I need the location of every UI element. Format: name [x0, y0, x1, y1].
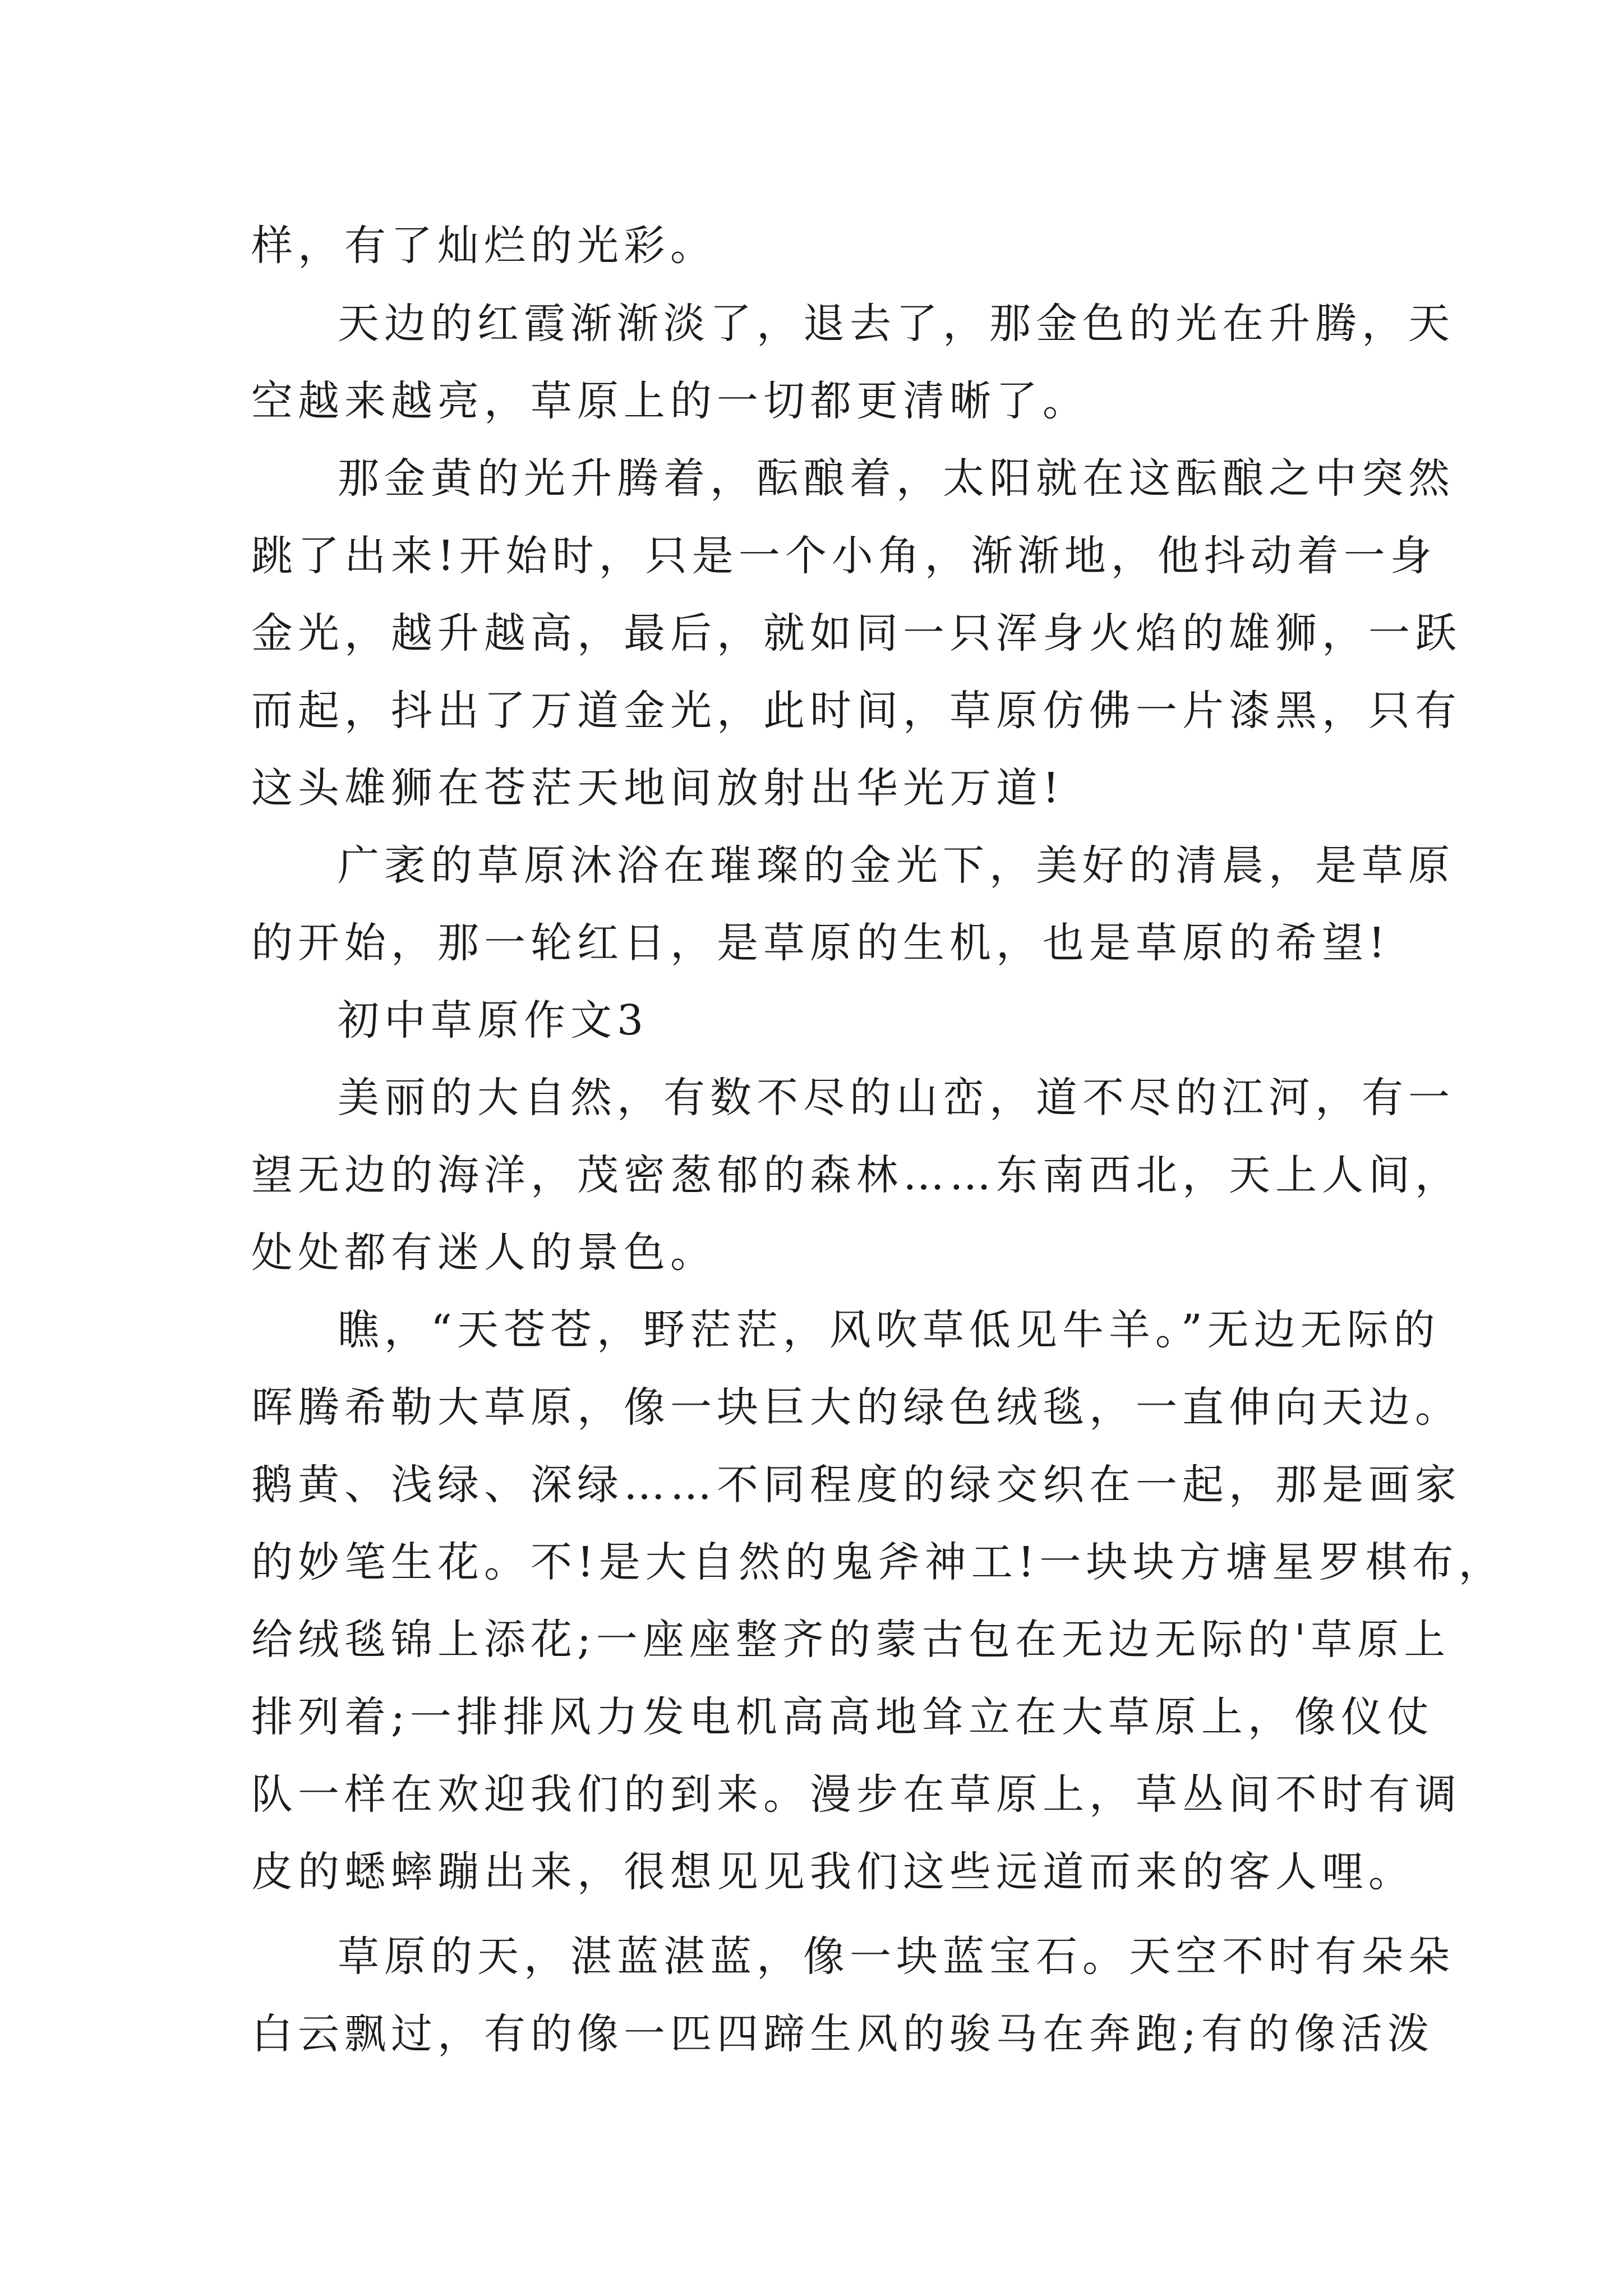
line-text: 处处都有迷人的景色。 [251, 1228, 717, 1277]
line-text: 广袤的草原沐浴在璀璨的金光下，美好的清晨，是草原 [338, 841, 1455, 890]
text-line [0, 212, 1623, 279]
line-text: 美丽的大自然，有数不尽的山峦，道不尽的江河，有一 [338, 1074, 1455, 1122]
text-line [0, 445, 1623, 512]
line-text: 鹅黄、浅绿、深绿……不同程度的绿交织在一起，那是画家 [251, 1461, 1461, 1509]
line-text: 初中草原作文3 [338, 996, 649, 1045]
text-line [0, 1606, 1623, 1673]
line-text: 而起，抖出了万道金光，此时间，草原仿佛一片漆黑，只有 [251, 687, 1461, 735]
line-text: 排列着;一排排风力发电机高高地耸立在大草原上，像仪仗 [251, 1693, 1434, 1741]
text-line [0, 1451, 1623, 1519]
text-line [0, 1761, 1623, 1828]
line-text: 那金黄的光升腾着，酝酿着，太阳就在这酝酿之中突然 [338, 454, 1455, 503]
text-line [0, 754, 1623, 822]
line-text: 金光，越升越高，最后，就如同一只浑身火焰的雄狮，一跃 [251, 609, 1461, 657]
text-line [0, 367, 1623, 435]
text-line [0, 909, 1623, 977]
line-text: 空越来越亮，草原上的一切都更清晰了。 [251, 377, 1089, 425]
line-text: 天边的红霞渐渐淡了，退去了，那金色的光在升腾，天 [338, 300, 1455, 348]
text-line [0, 1296, 1623, 1364]
text-line [0, 1683, 1623, 1751]
line-text: 望无边的海洋，茂密葱郁的森林……东南西北，天上人间， [251, 1151, 1461, 1199]
line-text: 样，有了灿烂的光彩。 [251, 222, 717, 270]
text-line [0, 677, 1623, 744]
line-text: 的开始，那一轮红日，是草原的生机，也是草原的希望! [251, 919, 1390, 967]
text-line [0, 290, 1623, 357]
line-text: 这头雄狮在苍茫天地间放射出华光万道! [251, 764, 1064, 812]
text-line [0, 1219, 1623, 1286]
line-text: 草原的天，湛蓝湛蓝，像一块蓝宝石。天空不时有朵朵 [338, 1932, 1455, 1981]
line-text: 白云飘过，有的像一匹四蹄生风的骏马在奔跑;有的像活泼 [251, 2010, 1434, 2058]
section-heading [0, 987, 1623, 1054]
line-text: 的妙笔生花。不!是大自然的鬼斧神工!一块块方塘星罗棋布， [251, 1538, 1505, 1586]
text-line [0, 522, 1623, 590]
text-line [0, 1142, 1623, 1209]
text-line [0, 1374, 1623, 1441]
line-text: 晖腾希勒大草原，像一块巨大的绿色绒毯，一直伸向天边。 [251, 1383, 1461, 1432]
line-text: 给绒毯锦上添花;一座座整齐的蒙古包在无边无际的'草原上 [251, 1616, 1451, 1664]
text-line [0, 1064, 1623, 1131]
text-line [0, 1838, 1623, 1906]
line-text: 队一样在欢迎我们的到来。漫步在草原上，草丛间不时有调 [251, 1770, 1461, 1819]
text-line [0, 1923, 1623, 1990]
text-line [0, 2000, 1623, 2068]
line-text: 皮的蟋蟀蹦出来，很想见见我们这些远道而来的客人哩。 [251, 1848, 1415, 1896]
text-line [0, 832, 1623, 899]
line-text: 瞧，“天苍苍，野茫茫，风吹草低见牛羊。”无边无际的 [338, 1306, 1440, 1354]
text-line [0, 1529, 1623, 1596]
line-text: 跳了出来!开始时，只是一个小角，渐渐地，他抖动着一身 [251, 532, 1437, 580]
text-line [0, 600, 1623, 667]
